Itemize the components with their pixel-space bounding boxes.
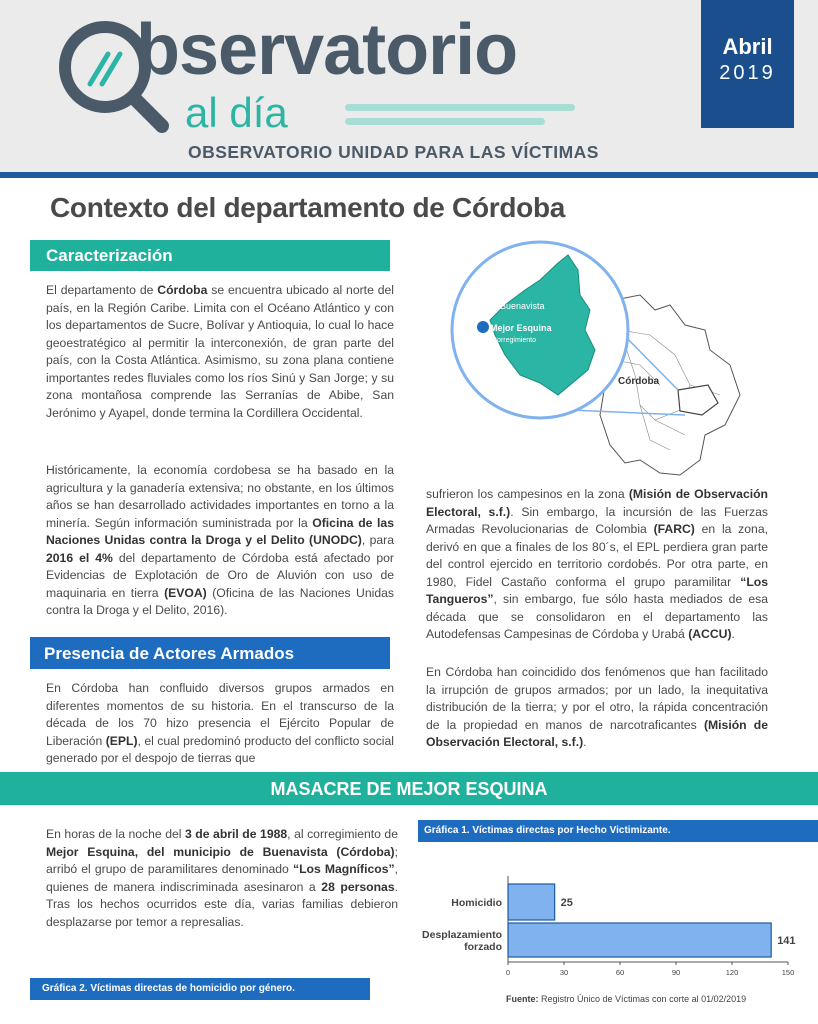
map-label-buenavista: Buenavista	[500, 301, 545, 311]
map-label-corregimiento: Corregimiento	[492, 337, 536, 344]
x-tick-label: 90	[671, 968, 681, 977]
logo-lines-icon	[345, 104, 585, 134]
issue-date-box	[701, 0, 794, 128]
chart-source	[506, 994, 746, 1004]
logo-word: bservatorio	[136, 10, 518, 90]
bar-homicidio	[508, 884, 555, 920]
x-tick-label: 0	[505, 968, 511, 977]
bar-chart	[380, 860, 810, 985]
source-text: Registro Único de Víctimas con corte al 01/02/2019	[541, 994, 747, 1004]
section-caracterizacion	[30, 240, 390, 271]
map-label-mejor-esquina: Mejor Esquina	[490, 323, 552, 333]
page-title: Contexto del departamento de Córdoba	[50, 192, 566, 223]
chart-layer	[422, 876, 796, 977]
paragraph-presencia-2: sufrieron los campesinos en la zona (Misión de Observación Electoral, s.f.). Sin embargo, la incursión de las Fuerzas Armadas Revolucionarias de Colombia (FARC) en la zona, derivó en que a finales de los 80´s, el EPL perdiera gran parte del control ejercido en territorio cordobés. Por otra parte, en 1980, Fidel Castaño conforma el grupo paramilitar “Los Tangueros”, sin embargo, fue sólo hasta mediados de esa década que se consolidaron en el departamento las Autodefensas Campesinas de Córdoba y Urabá (ACCU).	[426, 487, 768, 641]
data-label: 141	[777, 935, 796, 947]
x-tick-label: 120	[725, 968, 739, 977]
x-tick-label: 60	[615, 968, 625, 977]
chart-caption-2	[30, 978, 370, 1000]
section-masacre	[0, 772, 818, 805]
paragraph-caracterizacion-2: Históricamente, la economía cordobesa se ha basado en la agricultura y la ganadería extensiva; no obstante, en los últimos años se han desarrollado actividades importantes en torno a la minería. Según información suministrada por la Oficina de las Naciones Unidas contra la Droga y el Delito (UNODC), para 2016 el 4% del departamento de Córdoba está afectado por Evidencias de Explotación de Oro de Aluvión con uso de maquinaria en tierra (EVOA) (Oficina de las Naciones Unidas contra la Droga y el Delito, 2016).	[46, 463, 394, 617]
paragraph-presencia-1: En Córdoba han confluido diversos grupos armados en diferentes momentos de su historia. En el transcurso de la década de los 70 hizo presencia el Ejército Popular de Liberación (EPL), el cual predominó producto del conflicto social generado por el despojo de tierras que	[46, 681, 394, 765]
mejor-esquina-marker	[477, 321, 489, 333]
section-caracterizacion-label: Caracterización	[46, 246, 173, 265]
category-label-line2: forzado	[464, 941, 502, 953]
paragraph-masacre: En horas de la noche del 3 de abril de 1988, al corregimiento de Mejor Esquina, del municipio de Buenavista (Córdoba); arribó el grupo de paramilitares denominado “Los Magníficos”, quienes de manera indiscriminada asesinaron a 28 personas. Tras los hechos ocurridos este día, varias familias debieron desplazarse por temor a represalias.	[46, 827, 399, 929]
issue-year: 2019	[719, 62, 776, 84]
section-presencia-label: Presencia de Actores Armados	[44, 644, 295, 663]
chart-caption-1	[418, 820, 818, 842]
map-label-cordoba: Córdoba	[618, 376, 660, 387]
logo-subtitle: al día	[185, 89, 288, 136]
issue-month: Abril	[722, 34, 773, 59]
x-tick-label: 150	[781, 968, 795, 977]
category-label-line1: Desplazamiento	[422, 929, 502, 941]
x-tick-label: 30	[559, 968, 569, 977]
cordoba-map	[440, 235, 770, 485]
section-masacre-label: MASACRE DE MEJOR ESQUINA	[270, 779, 548, 799]
data-label: 25	[560, 897, 573, 909]
category-label: Homicidio	[451, 897, 502, 909]
logo-tagline: OBSERVATORIO UNIDAD PARA LAS VÍCTIMAS	[188, 142, 599, 162]
source-label: Fuente:	[506, 994, 539, 1004]
paragraph-presencia-3: En Córdoba han coincidido dos fenómenos que han facilitado la irrupción de grupos armados; por un lado, la inequitativa distribución de la tierra; y por el otro, la rápida concentración de la propiedad en manos de narcotraficantes (Misión de Observación Electoral, s.f.).	[426, 665, 768, 749]
section-presencia	[30, 637, 390, 669]
header-divider	[0, 172, 818, 178]
bar-desplazamiento	[508, 923, 771, 957]
chart-caption-1-text: Gráfica 1. Víctimas directas por Hecho Victimizante.	[424, 825, 671, 836]
chart-caption-2-text: Gráfica 2. Víctimas directas de homicidio por género.	[42, 983, 295, 994]
paragraph-caracterizacion-1: El departamento de Córdoba se encuentra ubicado al norte del país, en la Región Caribe. Limita con el Océano Atlántico y con los departamentos de Sucre, Bolívar y Antioquia, lo cual lo hace geoestratégico al permitir la interconexión, de gran parte del país, con la Costa Atlántica. Asimismo, su zona plana contiene importantes redes fluviales como los ríos Sinú y San Jorge; y su zona montañosa comprende las Serranías de Abibe, San Jerónimo y Ayapel, donde termina la Cordillera Occidental.	[46, 283, 394, 420]
